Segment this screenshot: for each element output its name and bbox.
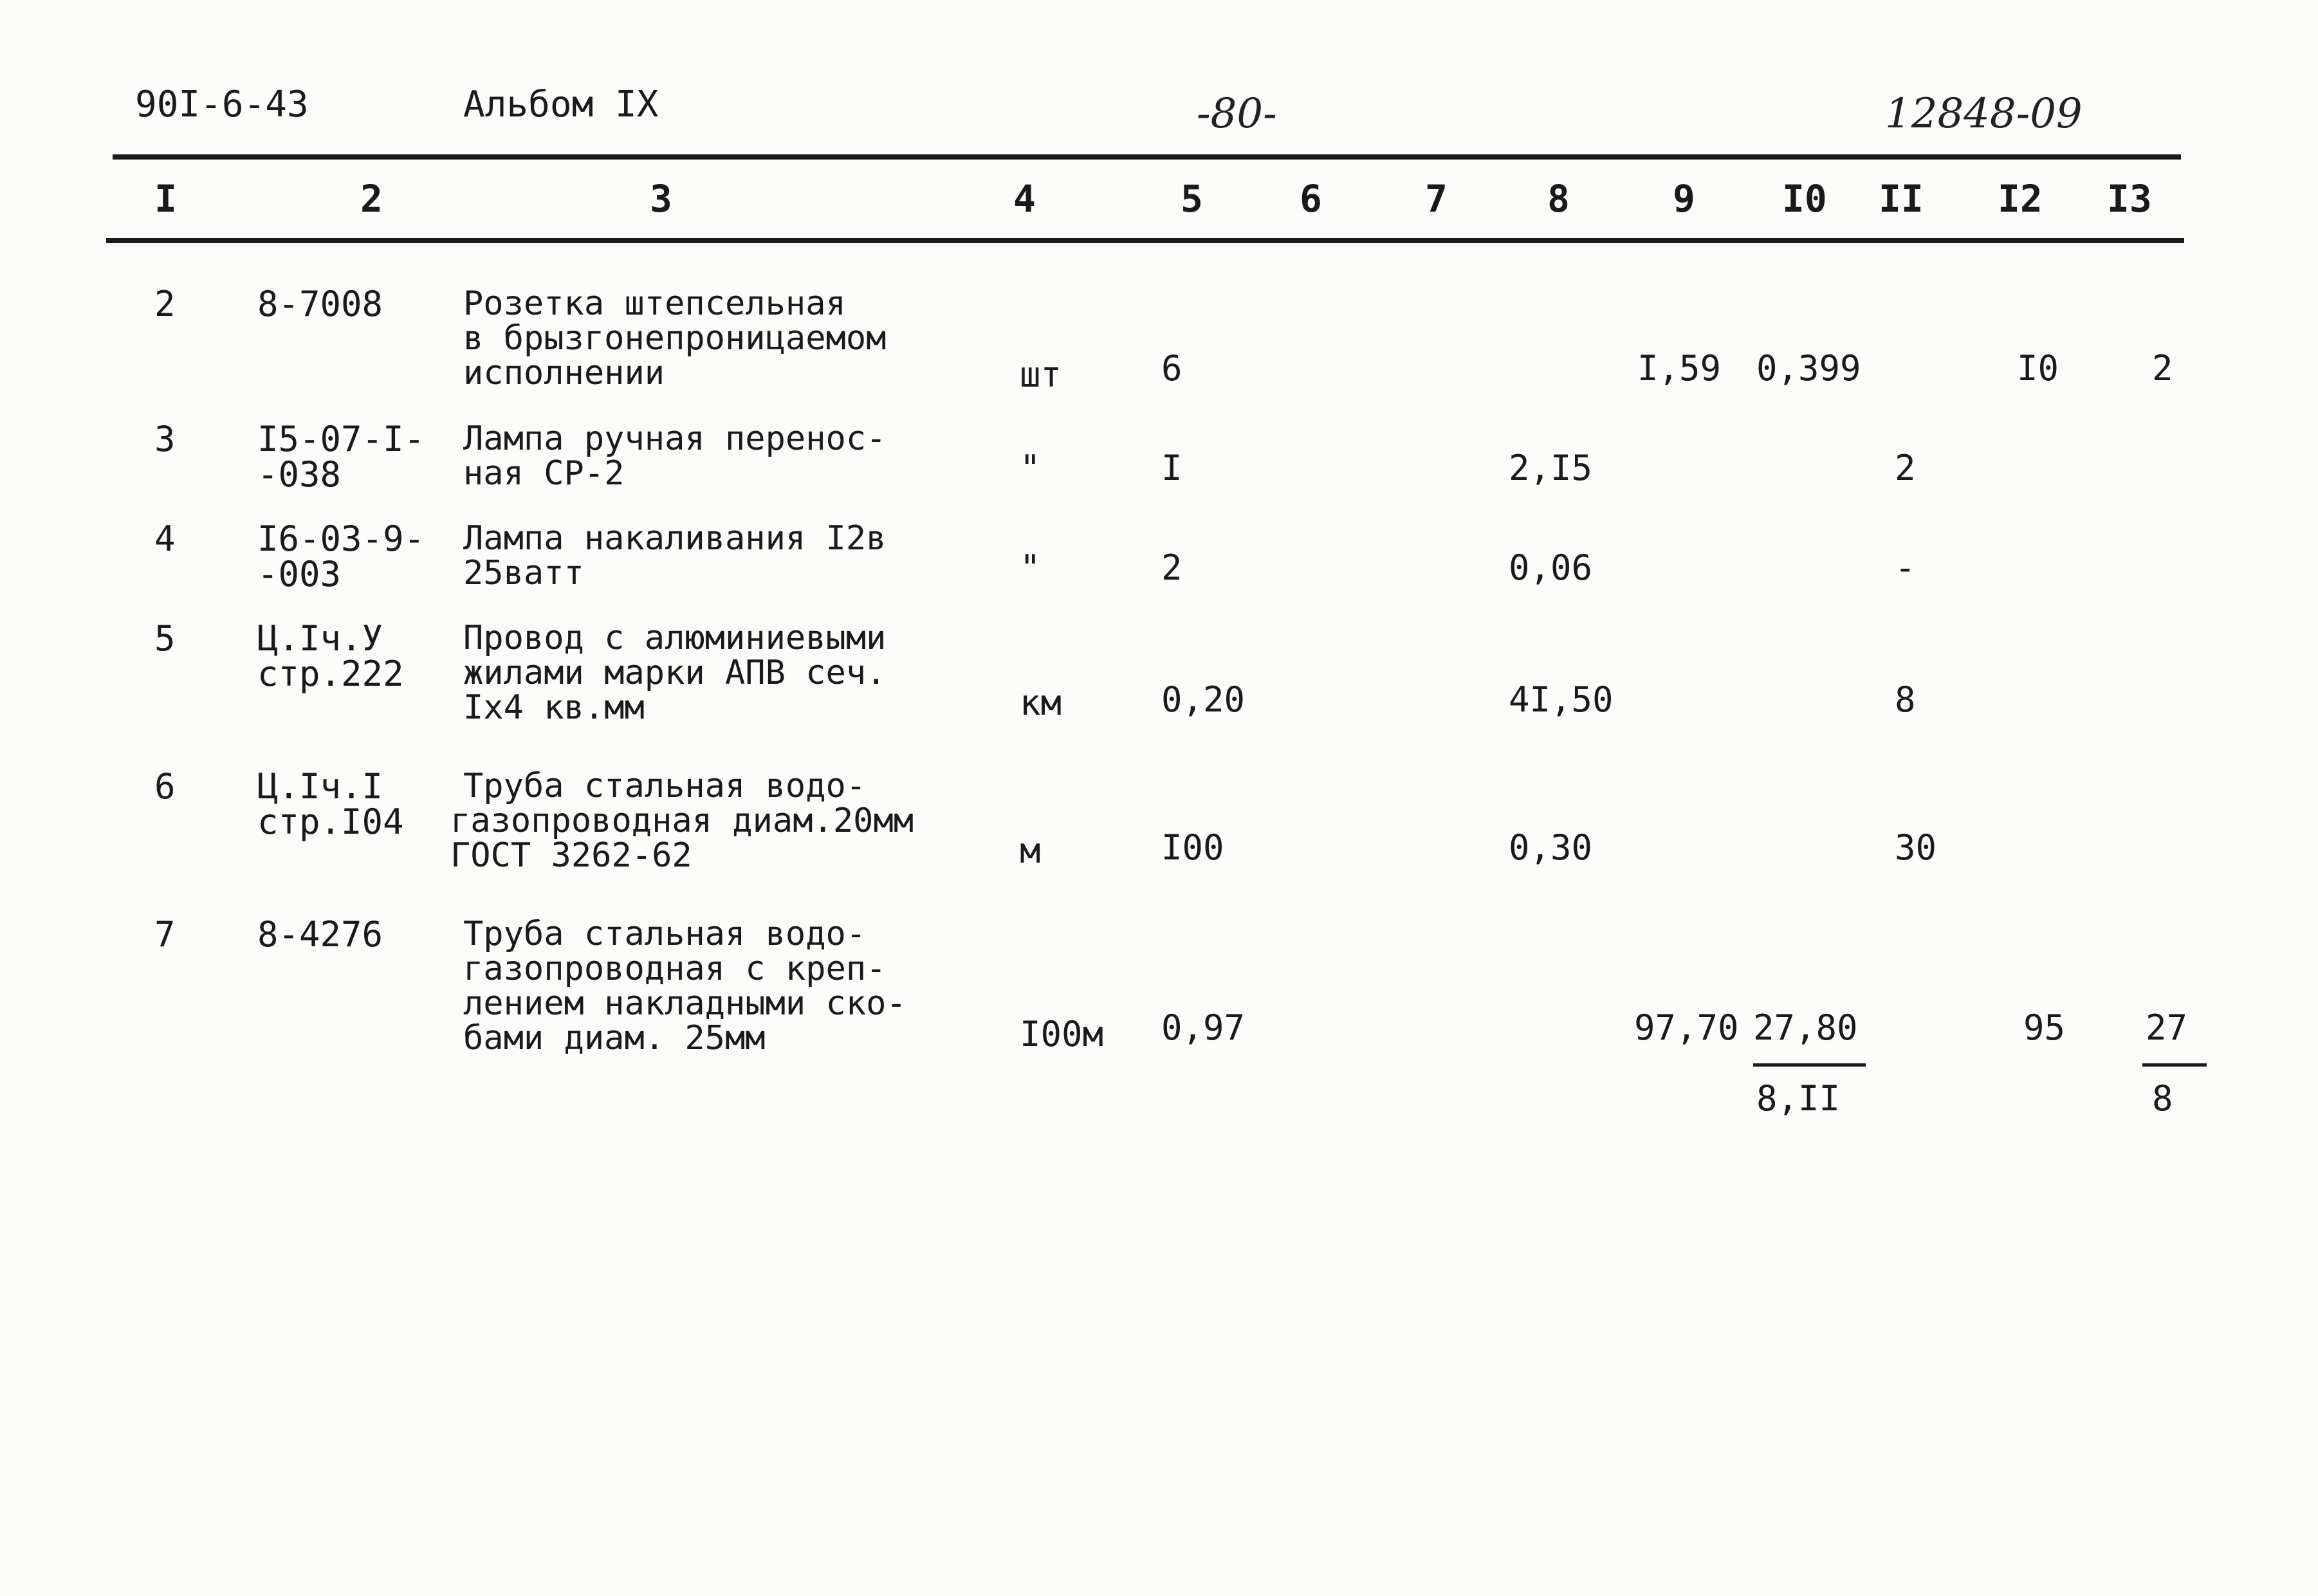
row-number: 5 [154, 618, 176, 659]
row-code: Ц.Iч.I [257, 766, 383, 807]
row-description: исполнении [463, 354, 665, 392]
row-code: 8-7008 [257, 284, 383, 324]
row-description: ная СР-2 [463, 454, 625, 493]
row-number: 6 [154, 766, 176, 807]
row-col12: I0 [2017, 348, 2059, 389]
row-code: стр.222 [257, 654, 404, 694]
row-col11: 2 [1895, 448, 1916, 488]
row-col9: 97,70 [1634, 1007, 1739, 1048]
fraction-line [1753, 1063, 1866, 1067]
row-col8: 0,06 [1509, 547, 1593, 588]
row-code: стр.I04 [257, 802, 404, 842]
row-quantity: 0,20 [1161, 679, 1246, 720]
row-col8: 4I,50 [1509, 679, 1614, 720]
row-unit: " [1020, 547, 1041, 588]
page-number: -80- [1197, 90, 1277, 138]
row-col8: 0,30 [1509, 827, 1593, 868]
row-col9: I,59 [1637, 348, 1722, 389]
column-number: II [1879, 177, 1924, 221]
row-code: -038 [257, 454, 342, 495]
column-number: 2 [360, 177, 383, 221]
column-number: 6 [1300, 177, 1322, 221]
row-description: газопроводная с креп- [463, 949, 887, 988]
row-description: Розетка штепсельная [463, 284, 846, 323]
header-rule-bottom [106, 238, 2184, 243]
fraction-line [2142, 1063, 2207, 1067]
column-number: 7 [1425, 177, 1448, 221]
row-code: I6-03-9- [257, 518, 425, 559]
row-col13: 2 [2152, 348, 2173, 389]
row-col10: 0,399 [1756, 348, 1861, 389]
album-label: Альбом IX [463, 84, 659, 125]
row-number: 7 [154, 914, 176, 955]
row-description: в брызгонепроницаемом [463, 319, 887, 358]
row-code: I5-07-I- [257, 419, 425, 459]
row-code: Ц.Iч.У [257, 618, 383, 659]
handwritten-number: 12848-09 [1885, 90, 2083, 138]
row-description: Труба стальная водо- [463, 767, 867, 805]
column-number: I0 [1782, 177, 1827, 221]
row-unit: I00м [1020, 1014, 1104, 1054]
column-number: I2 [1998, 177, 2043, 221]
column-number: 5 [1181, 177, 1203, 221]
column-number: 3 [650, 177, 672, 221]
column-number: 8 [1547, 177, 1570, 221]
row-number: 4 [154, 518, 176, 559]
row-quantity: I00 [1161, 827, 1224, 868]
row-col11: 30 [1895, 827, 1937, 868]
document-code: 90I-6-43 [135, 84, 309, 125]
row-unit: км [1020, 683, 1062, 723]
row-description: Труба стальная водо- [463, 915, 867, 953]
row-description: лением накладными ско- [463, 984, 906, 1023]
row-number: 2 [154, 284, 176, 324]
row-unit: м [1020, 830, 1041, 871]
column-number: I3 [2107, 177, 2152, 221]
row-code: -003 [257, 554, 342, 594]
row-col11: 8 [1895, 679, 1916, 720]
row-col11: - [1895, 547, 1916, 588]
total-col10: 8,II [1756, 1078, 1841, 1119]
row-quantity: I [1161, 448, 1182, 488]
row-description: ГОСТ 3262-62 [450, 836, 692, 875]
row-number: 3 [154, 419, 176, 459]
row-col8: 2,I5 [1509, 448, 1593, 488]
column-number: 4 [1013, 177, 1036, 221]
row-quantity: 0,97 [1161, 1007, 1246, 1048]
row-description: Провод с алюминиевыми [463, 619, 887, 657]
row-description: бами диам. 25мм [463, 1019, 766, 1058]
row-description: газопроводная диам.20мм [450, 802, 914, 840]
row-unit: шт [1020, 354, 1062, 395]
row-description: Лампа ручная перенос- [463, 419, 887, 458]
row-description: Iх4 кв.мм [463, 688, 645, 727]
total-col13: 8 [2152, 1078, 2173, 1119]
row-col12: 95 [2023, 1007, 2066, 1048]
row-description: Лампа накаливания I2в [463, 519, 887, 558]
row-col10: 27,80 [1753, 1007, 1858, 1048]
row-description: жилами марки АПВ сеч. [463, 654, 887, 692]
row-quantity: 2 [1161, 547, 1182, 588]
row-unit: " [1020, 448, 1041, 488]
row-col13: 27 [2146, 1007, 2188, 1048]
column-number: I [154, 177, 177, 221]
header-rule-top [113, 154, 2181, 160]
row-quantity: 6 [1161, 348, 1182, 389]
row-description: 25ватт [463, 554, 584, 592]
column-number: 9 [1673, 177, 1695, 221]
row-code: 8-4276 [257, 914, 383, 955]
